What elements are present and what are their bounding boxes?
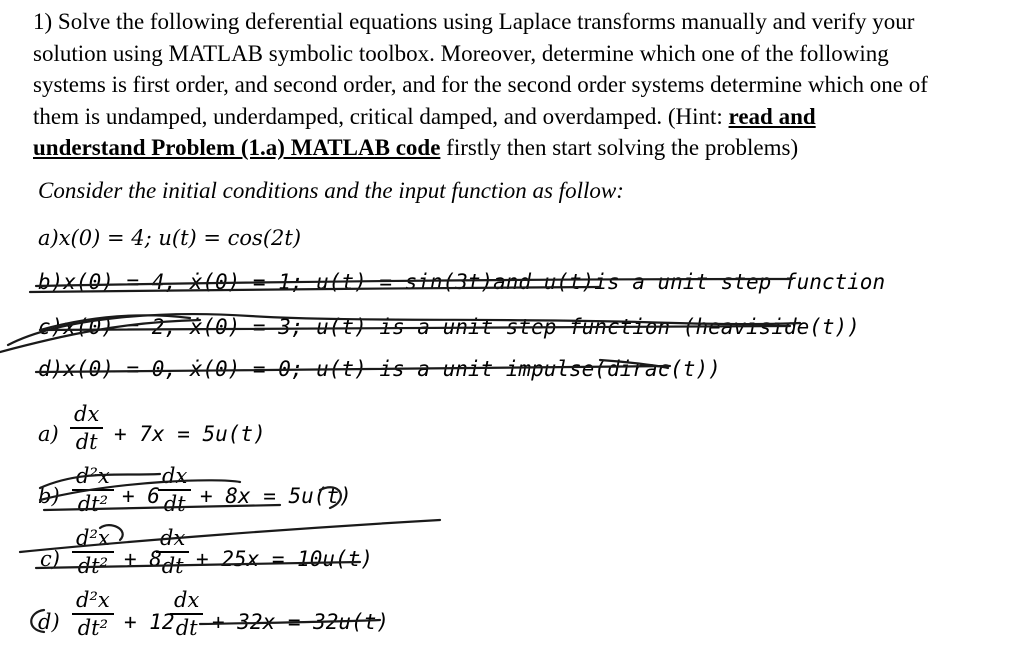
- equation-b-denominator-2: dt: [158, 489, 191, 515]
- equation-d-middle: + 12: [124, 610, 175, 634]
- problem-line-4: them is undamped, underdamped, critical damped, and overdamped. (Hint:: [33, 103, 729, 129]
- equation-b-fraction-1: [72, 466, 114, 515]
- equation-d-numerator-2: dx: [174, 588, 200, 612]
- equation-b-label: b): [38, 484, 60, 508]
- equation-c-fraction-1: [72, 528, 114, 577]
- equation-a-denominator: dt: [70, 427, 103, 453]
- condition-c: c)x(0) = 2, ẋ(0) = 3; u(t) is a unit step function (heaviside(t)): [38, 315, 860, 339]
- equation-d-numerator-1: d²x: [76, 588, 110, 612]
- equation-c-label: c): [40, 547, 60, 571]
- equation-c-denominator-2: dt: [156, 551, 189, 577]
- equation-a-numerator: dx: [74, 402, 100, 426]
- equation-c-middle: + 8: [124, 547, 162, 571]
- equation-c-fraction-2: [156, 528, 189, 577]
- equation-c-rest: + 25x = 10u(t): [196, 547, 374, 571]
- equation-b-numerator-2: dx: [162, 464, 188, 488]
- equation-d-denominator-1: dt²: [72, 613, 114, 639]
- problem-line-3: systems is first order, and second order, and for the second order systems determine which one of: [33, 72, 928, 98]
- equation-a-label: a): [38, 422, 59, 446]
- equation-b-fraction-2: [158, 466, 191, 515]
- equation-c-numerator-1: d²x: [76, 526, 110, 550]
- equation-c-denominator-1: dt²: [72, 551, 114, 577]
- equation-a-rest: + 7x = 5u(t): [114, 422, 266, 446]
- hint-emphasis-2: understand Problem (1.a) MATLAB code: [33, 135, 441, 161]
- equation-b-rest: + 8x = 5u(t): [200, 484, 352, 508]
- condition-b: b)x(0) = 4, ẋ(0) = 1; u(t) = sin(3t)and u(t)is a unit step function: [38, 270, 886, 294]
- condition-d: d)x(0) = 0, ẋ(0) = 0; u(t) is a unit impulse(dirac(t)): [38, 357, 721, 381]
- equation-d-label: d): [38, 610, 60, 634]
- problem-line-5: firstly then start solving the problems): [440, 135, 799, 161]
- equation-c-numerator-2: dx: [160, 526, 186, 550]
- equation-d-rest: + 32x = 32u(t): [212, 610, 390, 634]
- equation-b-denominator-1: dt²: [72, 489, 114, 515]
- problem-statement: [33, 6, 1018, 164]
- equation-d-denominator-2: dt: [170, 613, 203, 639]
- condition-a: a)x(0) = 4; u(t) = cos(2t): [38, 226, 302, 250]
- equation-d-fraction-2: [170, 590, 203, 639]
- conditions-heading: Consider the initial conditions and the input function as follow:: [38, 178, 624, 203]
- equation-a-fraction: [70, 404, 103, 453]
- equation-b-middle: + 6: [122, 484, 160, 508]
- equation-b-numerator-1: d²x: [76, 464, 110, 488]
- equation-d-fraction-1: [72, 590, 114, 639]
- problem-line-1: 1) Solve the following deferential equations using Laplace transforms manually and verify your: [33, 9, 915, 34]
- problem-line-2: solution using MATLAB symbolic toolbox. Moreover, determine which one of the following: [33, 40, 889, 66]
- hint-emphasis-1: read and: [728, 103, 816, 129]
